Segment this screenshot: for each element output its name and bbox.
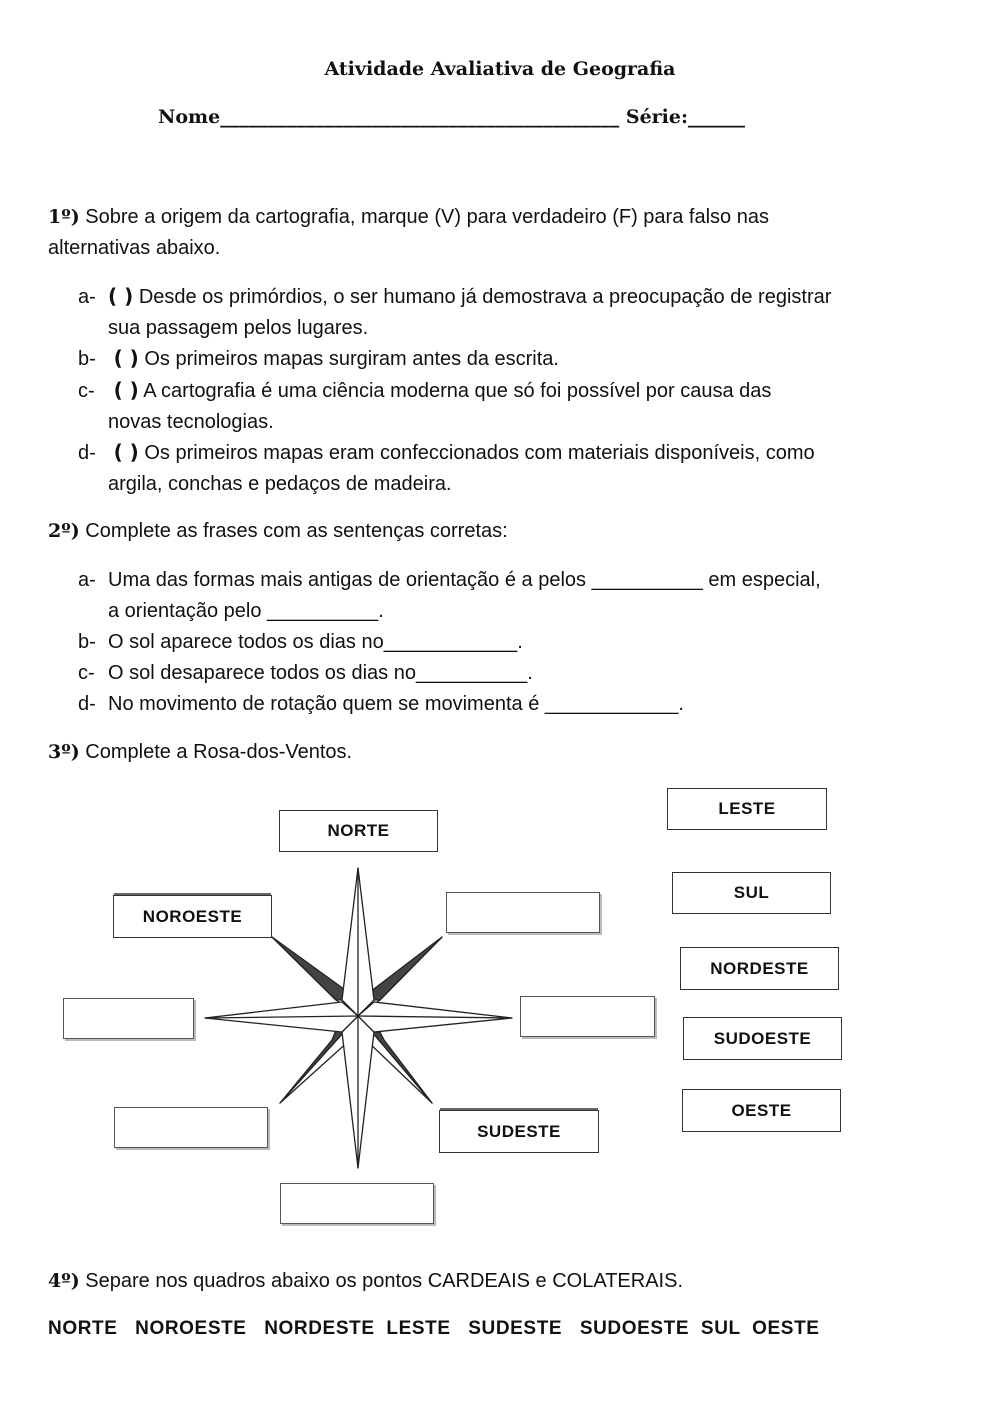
q1-text-cont: alternativas abaixo.	[48, 237, 221, 259]
rose-box-oeste-blank[interactable]	[63, 998, 194, 1039]
word-item: LESTE	[386, 1318, 451, 1339]
item-text-cont: novas tecnologias.	[108, 411, 274, 433]
option-box-nordeste[interactable]: NORDESTE	[680, 947, 839, 990]
item-text: Os primeiros mapas eram confeccionados com materiais disponíveis, como	[144, 442, 815, 464]
word-item: OESTE	[752, 1318, 820, 1339]
item-text-cont: sua passagem pelos lugares.	[108, 317, 369, 339]
item-text[interactable]: O sol aparece todos os dias no____________.	[108, 631, 523, 653]
word-item: SUDESTE	[468, 1318, 563, 1339]
rose-box-sudoeste-blank[interactable]	[114, 1107, 268, 1148]
rose-box-leste-blank[interactable]	[520, 996, 655, 1037]
option-box-sudoeste[interactable]: SUDOESTE	[683, 1017, 842, 1060]
q4-number: 4º)	[48, 1270, 80, 1292]
item-text[interactable]: Uma das formas mais antigas de orientação é a pelos __________ em especial,	[108, 569, 821, 591]
rose-box-norte: NORTE	[279, 810, 438, 852]
item-letter: b-	[78, 631, 96, 653]
q4-prompt	[48, 1266, 683, 1297]
rose-point-nw-shade	[272, 937, 348, 1000]
q3-text: Complete a Rosa-dos-Ventos.	[85, 741, 353, 763]
rose-point-sw-shade	[280, 1030, 344, 1103]
page-title: Atividade Avaliativa de Geografia	[324, 58, 676, 80]
q2-text: Complete as frases com as sentenças corretas:	[85, 520, 508, 542]
item-text-cont[interactable]: a orientação pelo __________.	[108, 600, 384, 622]
item-text[interactable]: No movimento de rotação quem se movimenta é ____________.	[108, 693, 684, 715]
answer-parens[interactable]: ( )	[108, 284, 134, 308]
item-text-cont: argila, conchas e pedaços de madeira.	[108, 473, 452, 495]
rose-point-ne-shade	[370, 937, 442, 1000]
q4-word-list	[48, 1318, 820, 1340]
item-letter: d-	[78, 442, 96, 464]
word-item: SUDOESTE	[579, 1318, 690, 1339]
rose-box-noroeste: NOROESTE	[113, 895, 272, 938]
word-item: NORTE	[48, 1318, 118, 1339]
item-letter: c-	[78, 662, 95, 684]
option-box-oeste[interactable]: OESTE	[682, 1089, 841, 1132]
answer-parens[interactable]: ( )	[113, 440, 139, 464]
answer-parens[interactable]: ( )	[113, 346, 139, 370]
serie-label: Série:	[625, 106, 688, 128]
rose-point-se-shade	[372, 1032, 432, 1103]
word-item: NOROESTE	[135, 1318, 247, 1339]
q2-number: 2º)	[48, 520, 80, 542]
option-box-leste[interactable]: LESTE	[667, 788, 827, 830]
item-letter: c-	[78, 380, 95, 402]
nome-label: Nome	[158, 106, 221, 128]
rose-box-nordeste-blank[interactable]	[446, 892, 600, 933]
q1-text: Sobre a origem da cartografia, marque (V) para verdadeiro (F) para falso nas	[85, 206, 769, 228]
item-text: Os primeiros mapas surgiram antes da escrita.	[144, 348, 559, 370]
item-text: Desde os primórdios, o ser humano já demostrava a preocupação de registrar	[138, 286, 832, 308]
word-item: SUL	[700, 1318, 741, 1339]
item-letter: a-	[78, 286, 96, 308]
q1-number: 1º)	[48, 206, 80, 228]
option-box-sul[interactable]: SUL	[672, 872, 831, 914]
item-text: A cartografia é uma ciência moderna que só foi possível por causa das	[143, 380, 772, 402]
item-text[interactable]: O sol desaparece todos os dias no__________.	[108, 662, 533, 684]
item-letter: d-	[78, 693, 96, 715]
item-letter: b-	[78, 348, 96, 370]
rose-box-sul-blank[interactable]	[280, 1183, 434, 1224]
serie-blank[interactable]: ______	[688, 106, 745, 128]
item-letter: a-	[78, 569, 96, 591]
rose-box-sudeste: SUDESTE	[439, 1110, 599, 1153]
word-item: NORDESTE	[264, 1318, 375, 1339]
nome-blank[interactable]: __________________________________________	[220, 106, 620, 128]
answer-parens[interactable]: ( )	[113, 378, 139, 402]
q3-number: 3º)	[48, 741, 80, 763]
q4-text: Separe nos quadros abaixo os pontos CARDEAIS e COLATERAIS.	[85, 1270, 683, 1292]
